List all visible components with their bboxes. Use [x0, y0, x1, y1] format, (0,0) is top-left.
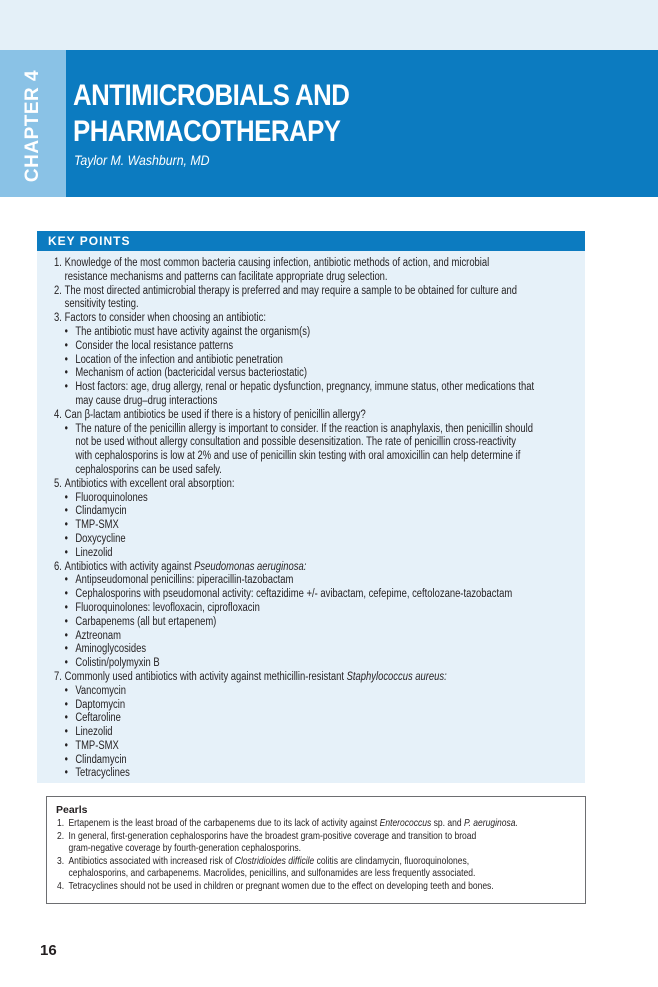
list-item — [54, 574, 574, 588]
list-item — [54, 657, 574, 671]
bullet-icon: • — [64, 615, 68, 628]
list-item-text: The nature of the penicillin allergy is important to consider. If the reaction is anaphylaxis, then penicillin should — [75, 422, 533, 435]
key-point-number: 4. — [54, 408, 62, 421]
list-item-text: Linezolid — [75, 546, 113, 559]
list-item — [54, 381, 574, 395]
list-item — [54, 492, 574, 506]
list-item — [54, 354, 574, 368]
list-item-text: TMP-SMX — [75, 519, 119, 532]
pearl-3 — [57, 856, 577, 881]
list-item — [54, 685, 574, 699]
bullet-icon: • — [64, 422, 68, 435]
key-point-4 — [54, 409, 574, 423]
list-item-text: Daptomycin — [75, 698, 126, 711]
list-item-text: Consider the local resistance patterns — [75, 339, 234, 352]
key-point-5 — [54, 478, 574, 492]
top-band — [0, 0, 658, 50]
key-point-number: 1. — [54, 257, 62, 269]
list-item — [54, 602, 574, 616]
list-item — [54, 505, 574, 519]
list-item — [54, 767, 574, 781]
bullet-icon: • — [64, 726, 68, 739]
chapter-title-line-1: ANTIMICROBIALS AND — [73, 79, 350, 112]
bullet-icon: • — [64, 698, 68, 711]
page-number: 16 — [40, 942, 57, 959]
bullet-icon: • — [64, 684, 68, 697]
list-item-text: Doxycycline — [75, 532, 126, 545]
pearl-1 — [57, 818, 577, 831]
list-item-text: Mechanism of action (bactericidal versus bacteriostatic) — [75, 367, 307, 380]
pearl-text: gram-negative coverage by fourth-generation cephalosporins. — [68, 843, 302, 855]
key-points-heading: KEY POINTS — [37, 231, 585, 251]
list-item-text: Ceftaroline — [75, 712, 121, 725]
bullet-icon: • — [64, 546, 68, 559]
pearl-number: 2. — [57, 830, 65, 842]
key-points-list — [54, 257, 574, 781]
bullet-icon: • — [64, 643, 68, 656]
list-item-text: Antipseudomonal penicillins: piperacillin-tazobactam — [75, 574, 294, 587]
bullet-icon: • — [64, 505, 68, 518]
key-point-text: The most directed antimicrobial therapy is preferred and may require a sample to be obtained for culture and — [64, 284, 518, 297]
key-point-3 — [54, 312, 574, 326]
key-point-number: 5. — [54, 477, 62, 490]
key-point-number: 6. — [54, 560, 62, 573]
bullet-icon: • — [64, 739, 68, 752]
bullet-icon: • — [64, 381, 68, 394]
key-point-text: Antibiotics with excellent oral absorption: — [64, 477, 235, 490]
list-item — [54, 699, 574, 713]
key-point-text: Factors to consider when choosing an antibiotic: — [64, 312, 266, 325]
list-item — [54, 547, 574, 561]
key-point-text: Knowledge of the most common bacteria causing infection, antibiotic methods of action, and microbial — [64, 257, 490, 269]
bullet-icon: • — [64, 767, 68, 780]
key-point-number: 2. — [54, 284, 62, 297]
bullet-icon: • — [64, 601, 68, 614]
bullet-icon: • — [64, 753, 68, 766]
pearl-number: 4. — [57, 880, 65, 892]
list-item-text: Vancomycin — [75, 684, 126, 697]
list-item — [54, 326, 574, 340]
list-item-text: The antibiotic must have activity against the organism(s) — [75, 325, 311, 338]
list-item-text: with cephalosporins is low at 2% and use of penicillin skin testing with oral amoxicillin can help determine if — [75, 450, 521, 463]
key-point-text: Antibiotics with activity against — [64, 560, 192, 573]
list-item-text: TMP-SMX — [75, 739, 119, 752]
bullet-icon: • — [64, 712, 68, 725]
list-item — [54, 533, 574, 547]
key-points-box — [37, 231, 585, 783]
chapter-author: Taylor M. Washburn, MD — [74, 152, 210, 168]
list-item-text: Host factors: age, drug allergy, renal or hepatic dysfunction, pregnancy, immune status, other medications that — [75, 381, 535, 394]
bullet-icon: • — [64, 588, 68, 601]
list-item-text: Aminoglycosides — [75, 643, 147, 656]
list-item-text: Tetracyclines — [75, 767, 130, 780]
pearl-text: Tetracyclines should not be used in children or pregnant women due to the effect on developing teeth and bones. — [68, 880, 494, 892]
pearl-text: cephalosporins, and carbapenems. Macrolides, penicillins, and sulfonamides are less frequently associated. — [68, 868, 476, 880]
list-item — [54, 754, 574, 768]
list-item-text: Cephalosporins with pseudomonal activity: ceftazidime +/- avibactam, cefepime, ceftolozane-tazobactam — [75, 588, 513, 601]
key-point-text: resistance mechanisms and patterns can facilitate appropriate drug selection. — [64, 270, 388, 283]
list-item — [54, 423, 574, 478]
organism-name: P. aeruginosa. — [463, 818, 518, 829]
pearl-text: Ertapenem is the least broad of the carbapenems due to its lack of activity against — [68, 818, 378, 829]
key-point-number: 7. — [54, 670, 62, 683]
organism-name: Enterococcus — [379, 818, 432, 829]
organism-name: Staphylococcus aureus: — [346, 670, 447, 683]
bullet-icon: • — [64, 491, 68, 504]
list-item-text: not be used without allergy consultation and possible desensitization. The rate of penicillin cross-reactivity — [75, 436, 516, 449]
bullet-icon: • — [64, 519, 68, 532]
pearls-box — [46, 796, 586, 904]
list-item — [54, 643, 574, 657]
pearls-title: Pearls — [56, 804, 88, 816]
pearl-4 — [57, 881, 577, 894]
list-item — [54, 340, 574, 354]
list-item — [54, 519, 574, 533]
key-point-text: Commonly used antibiotics with activity against methicillin-resistant — [64, 670, 345, 683]
bullet-icon: • — [64, 532, 68, 545]
list-item-text: Location of the infection and antibiotic penetration — [75, 353, 283, 366]
pearl-text: In general, first-generation cephalosporins have the broadest gram-positive coverage and transition to broad — [68, 830, 477, 842]
list-item-continuation: may cause drug–drug interactions — [75, 394, 218, 407]
list-item-text: Carbapenems (all but ertapenem) — [75, 615, 217, 628]
organism-name: Pseudomonas aeruginosa: — [194, 560, 307, 573]
list-item — [54, 367, 574, 381]
key-point-6 — [54, 561, 574, 575]
list-item — [54, 616, 574, 630]
pearl-text: Antibiotics associated with increased risk of — [68, 855, 233, 867]
list-item-text: Clindamycin — [75, 753, 127, 766]
pearl-2 — [57, 831, 577, 856]
list-item — [54, 740, 574, 754]
list-item-text: Linezolid — [75, 726, 113, 739]
list-item-text: Clindamycin — [75, 505, 127, 518]
key-point-1 — [54, 257, 574, 285]
pearls-list — [57, 818, 577, 894]
pearl-number: 3. — [57, 855, 65, 867]
list-item — [54, 630, 574, 644]
bullet-icon: • — [64, 629, 68, 642]
bullet-icon: • — [64, 353, 68, 366]
list-item-text: Fluoroquinolones — [75, 491, 148, 504]
chapter-title — [73, 78, 555, 150]
key-point-text: Can β-lactam antibiotics be used if there is a history of penicillin allergy? — [64, 408, 366, 421]
list-item-text: cephalosporins can be used safely. — [75, 463, 222, 476]
key-point-text: sensitivity testing. — [64, 298, 139, 311]
bullet-icon: • — [64, 325, 68, 338]
list-item-text: Fluoroquinolones: levofloxacin, ciprofloxacin — [75, 601, 260, 614]
bullet-icon: • — [64, 339, 68, 352]
chapter-label: CHAPTER 4 — [22, 69, 43, 183]
key-point-number: 3. — [54, 312, 62, 325]
key-point-2 — [54, 285, 574, 313]
pearl-text: sp. and — [433, 818, 462, 829]
bullet-icon: • — [64, 574, 68, 587]
key-point-7 — [54, 671, 574, 685]
list-item — [54, 726, 574, 740]
bullet-icon: • — [64, 657, 68, 670]
list-item — [54, 588, 574, 602]
list-item-text: Colistin/polymyxin B — [75, 657, 160, 670]
pearl-number: 1. — [57, 818, 65, 829]
list-item — [54, 712, 574, 726]
organism-name: Clostridioides difficile — [234, 855, 315, 867]
bullet-icon: • — [64, 367, 68, 380]
list-item-text: Aztreonam — [75, 629, 121, 642]
chapter-title-line-2: PHARMACOTHERAPY — [73, 115, 341, 148]
pearl-text: colitis are clindamycin, fluoroquinolones, — [316, 855, 470, 867]
